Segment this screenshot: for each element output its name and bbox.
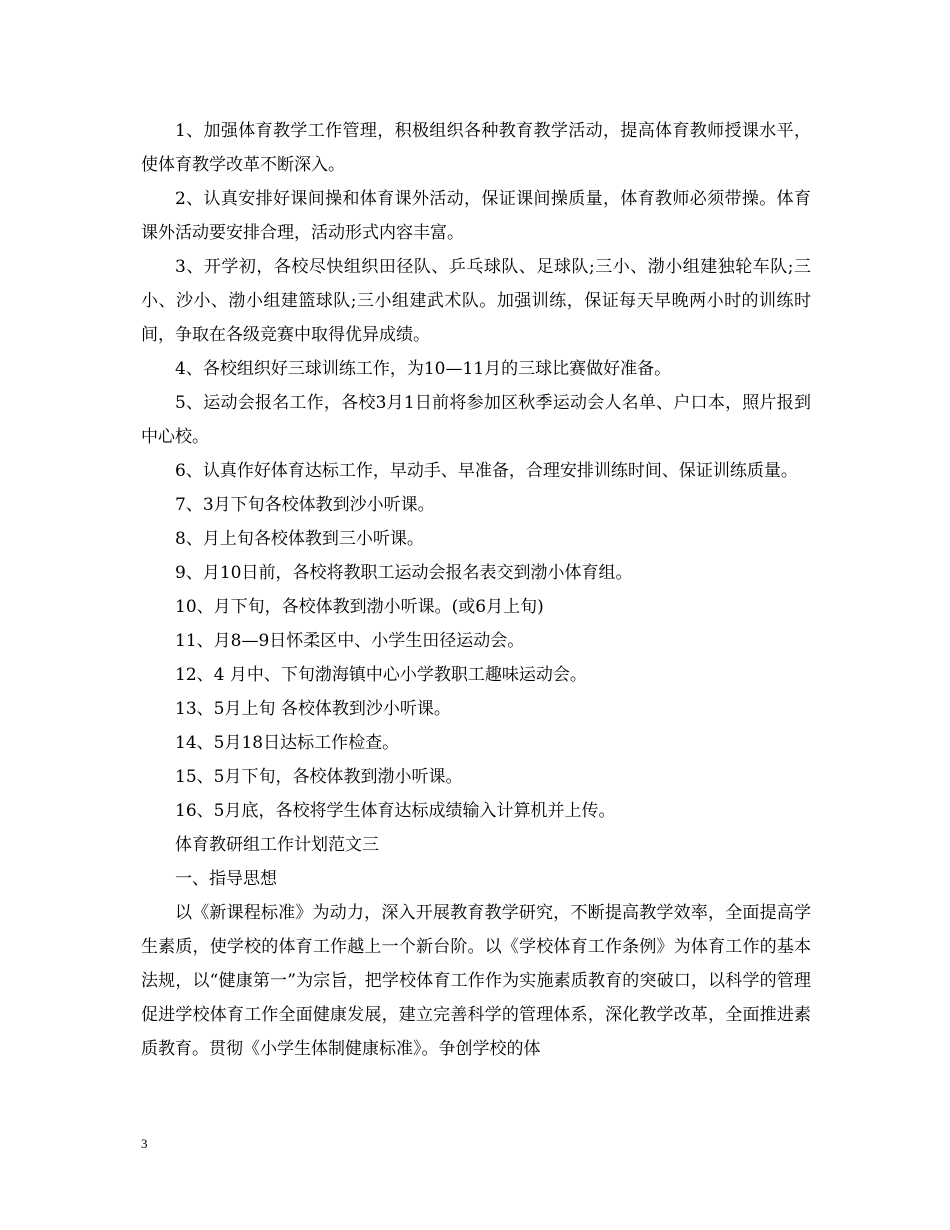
- list-item: 16、5月底，各校将学生体育达标成绩输入计算机并上传。: [175, 801, 616, 821]
- list-item: 4、各校组织好三球训练工作，为10—11月的三球比赛做好准备。: [175, 359, 672, 379]
- page-number: 3: [141, 1136, 148, 1151]
- list-item: 11、月8—9日怀柔区中、小学生田径运动会。: [175, 631, 525, 651]
- list-item: 9、月10日前，各校将教职工运动会报名表交到渤小体育组。: [175, 563, 633, 583]
- section-title: 体育教研组工作计划范文三: [175, 835, 379, 855]
- list-item: 8、月上旬各校体教到三小听课。: [175, 529, 424, 549]
- list-item: 14、5月18日达标工作检查。: [175, 733, 400, 753]
- list-item: 10、月下旬，各校体教到渤小听课。(或6月上旬): [175, 597, 544, 617]
- list-item: 13、5月上旬 各校体教到沙小听课。: [175, 699, 451, 719]
- list-item: 2、认真安排好课间操和体育课外活动，保证课间操质量，体育教师必须带操。体育课外活动要安排合理，活动形式内容丰富。: [141, 189, 811, 243]
- list-item: 6、认真作好体育达标工作，早动手、早准备，合理安排训练时间、保证训练质量。: [175, 461, 798, 481]
- list-item: 15、5月下旬，各校体教到渤小听课。: [175, 767, 463, 787]
- list-item: 7、3月下旬各校体教到沙小听课。: [175, 495, 435, 515]
- section-heading: 一、指导思想: [175, 869, 277, 889]
- list-item: 5、运动会报名工作，各校3月1日前将参加区秋季运动会人名单、户口本，照片报到中心校。: [141, 393, 811, 447]
- list-item: 1、加强体育教学工作管理，积极组织各种教育教学活动，提高体育教师授课水平，使体育教学改革不断深入。: [141, 121, 811, 175]
- list-item: 3、开学初，各校尽快组织田径队、乒乓球队、足球队;三小、渤小组建独轮车队;三小、沙小、渤小组建篮球队;三小组建武术队。加强训练，保证每天早晚两小时的训练时间，争取在各级竞赛中取得优异成绩。: [141, 257, 811, 345]
- list-item: 12、4 月中、下旬渤海镇中心小学教职工趣味运动会。: [175, 665, 587, 685]
- body-paragraph: 以《新课程标准》为动力，深入开展教育教学研究，不断提高教学效率，全面提高学生素质，使学校的体育工作越上一个新台阶。以《学校体育工作条例》为体育工作的基本法规，以“健康第一”为宗旨，把学校体育工作作为实施素质教育的突破口，以科学的管理促进学校体育工作全面健康发展，建立完善科学的管理体系，深化教学改革，全面推进素质教育。贯彻《小学生体制健康标准》。争创学校的体: [141, 903, 811, 1059]
- document-body: [141, 114, 811, 1066]
